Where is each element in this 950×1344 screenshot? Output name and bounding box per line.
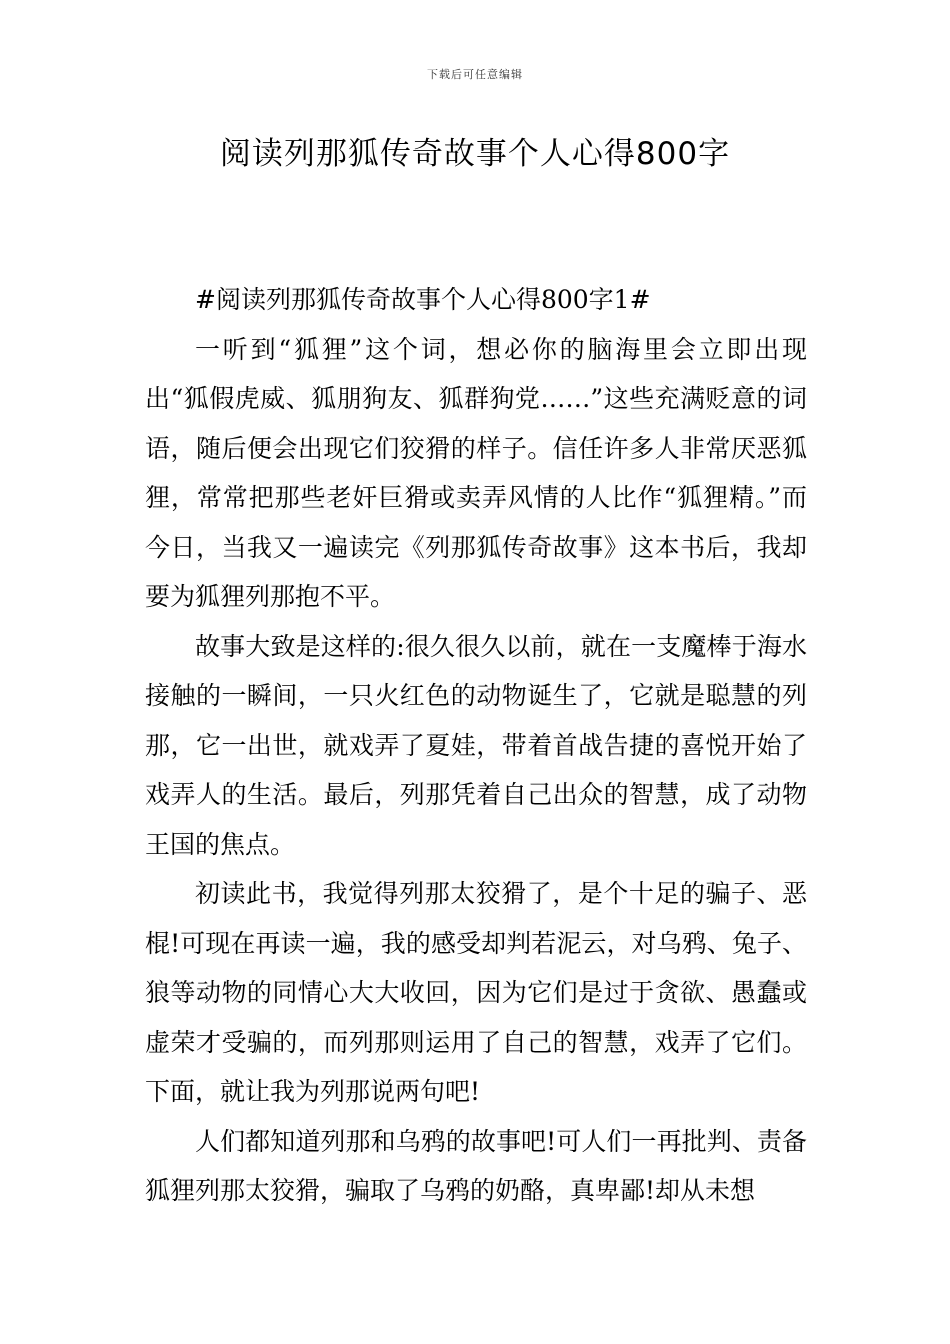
paragraph: 初读此书，我觉得列那太狡猾了，是个十足的骗子、恶棍!可现在再读一遍，我的感受却判若泥云，对乌鸦、兔子、狼等动物的同情心大大收回，因为它们是过于贪欲、愚蠢或虚荣才受骗的，而列那则运用了自己的智慧，戏弄了它们。下面，就让我为列那说两句吧! — [145, 879, 807, 1106]
section-heading: #阅读列那狐传奇故事个人心得800字1# — [195, 285, 651, 314]
document-body — [145, 275, 807, 1216]
header-note: 下载后可任意编辑 — [427, 68, 523, 81]
document-title: 阅读列那狐传奇故事个人心得800字 — [219, 136, 731, 172]
paragraph: 人们都知道列那和乌鸦的故事吧!可人们一再批判、责备狐狸列那太狡猾，骗取了乌鸦的奶酪，真卑鄙!却从未想 — [145, 1126, 807, 1205]
paragraph: 一听到“狐狸”这个词，想必你的脑海里会立即出现出“狐假虎威、狐朋狗友、狐群狗党……”这些充满贬意的词语，随后便会出现它们狡猾的样子。信任许多人非常厌恶狐狸，常常把那些老奸巨猾或卖弄风情的人比作“狐狸精。”而今日，当我又一遍读完《列那狐传奇故事》这本书后，我却要为狐狸列那抱不平。 — [145, 334, 807, 611]
paragraph: 故事大致是这样的:很久很久以前，就在一支魔棒于海水接触的一瞬间，一只火红色的动物诞生了，它就是聪慧的列那，它一出世，就戏弄了夏娃，带着首战告捷的喜悦开始了戏弄人的生活。最后，列那凭着自己出众的智慧，成了动物王国的焦点。 — [145, 631, 807, 859]
